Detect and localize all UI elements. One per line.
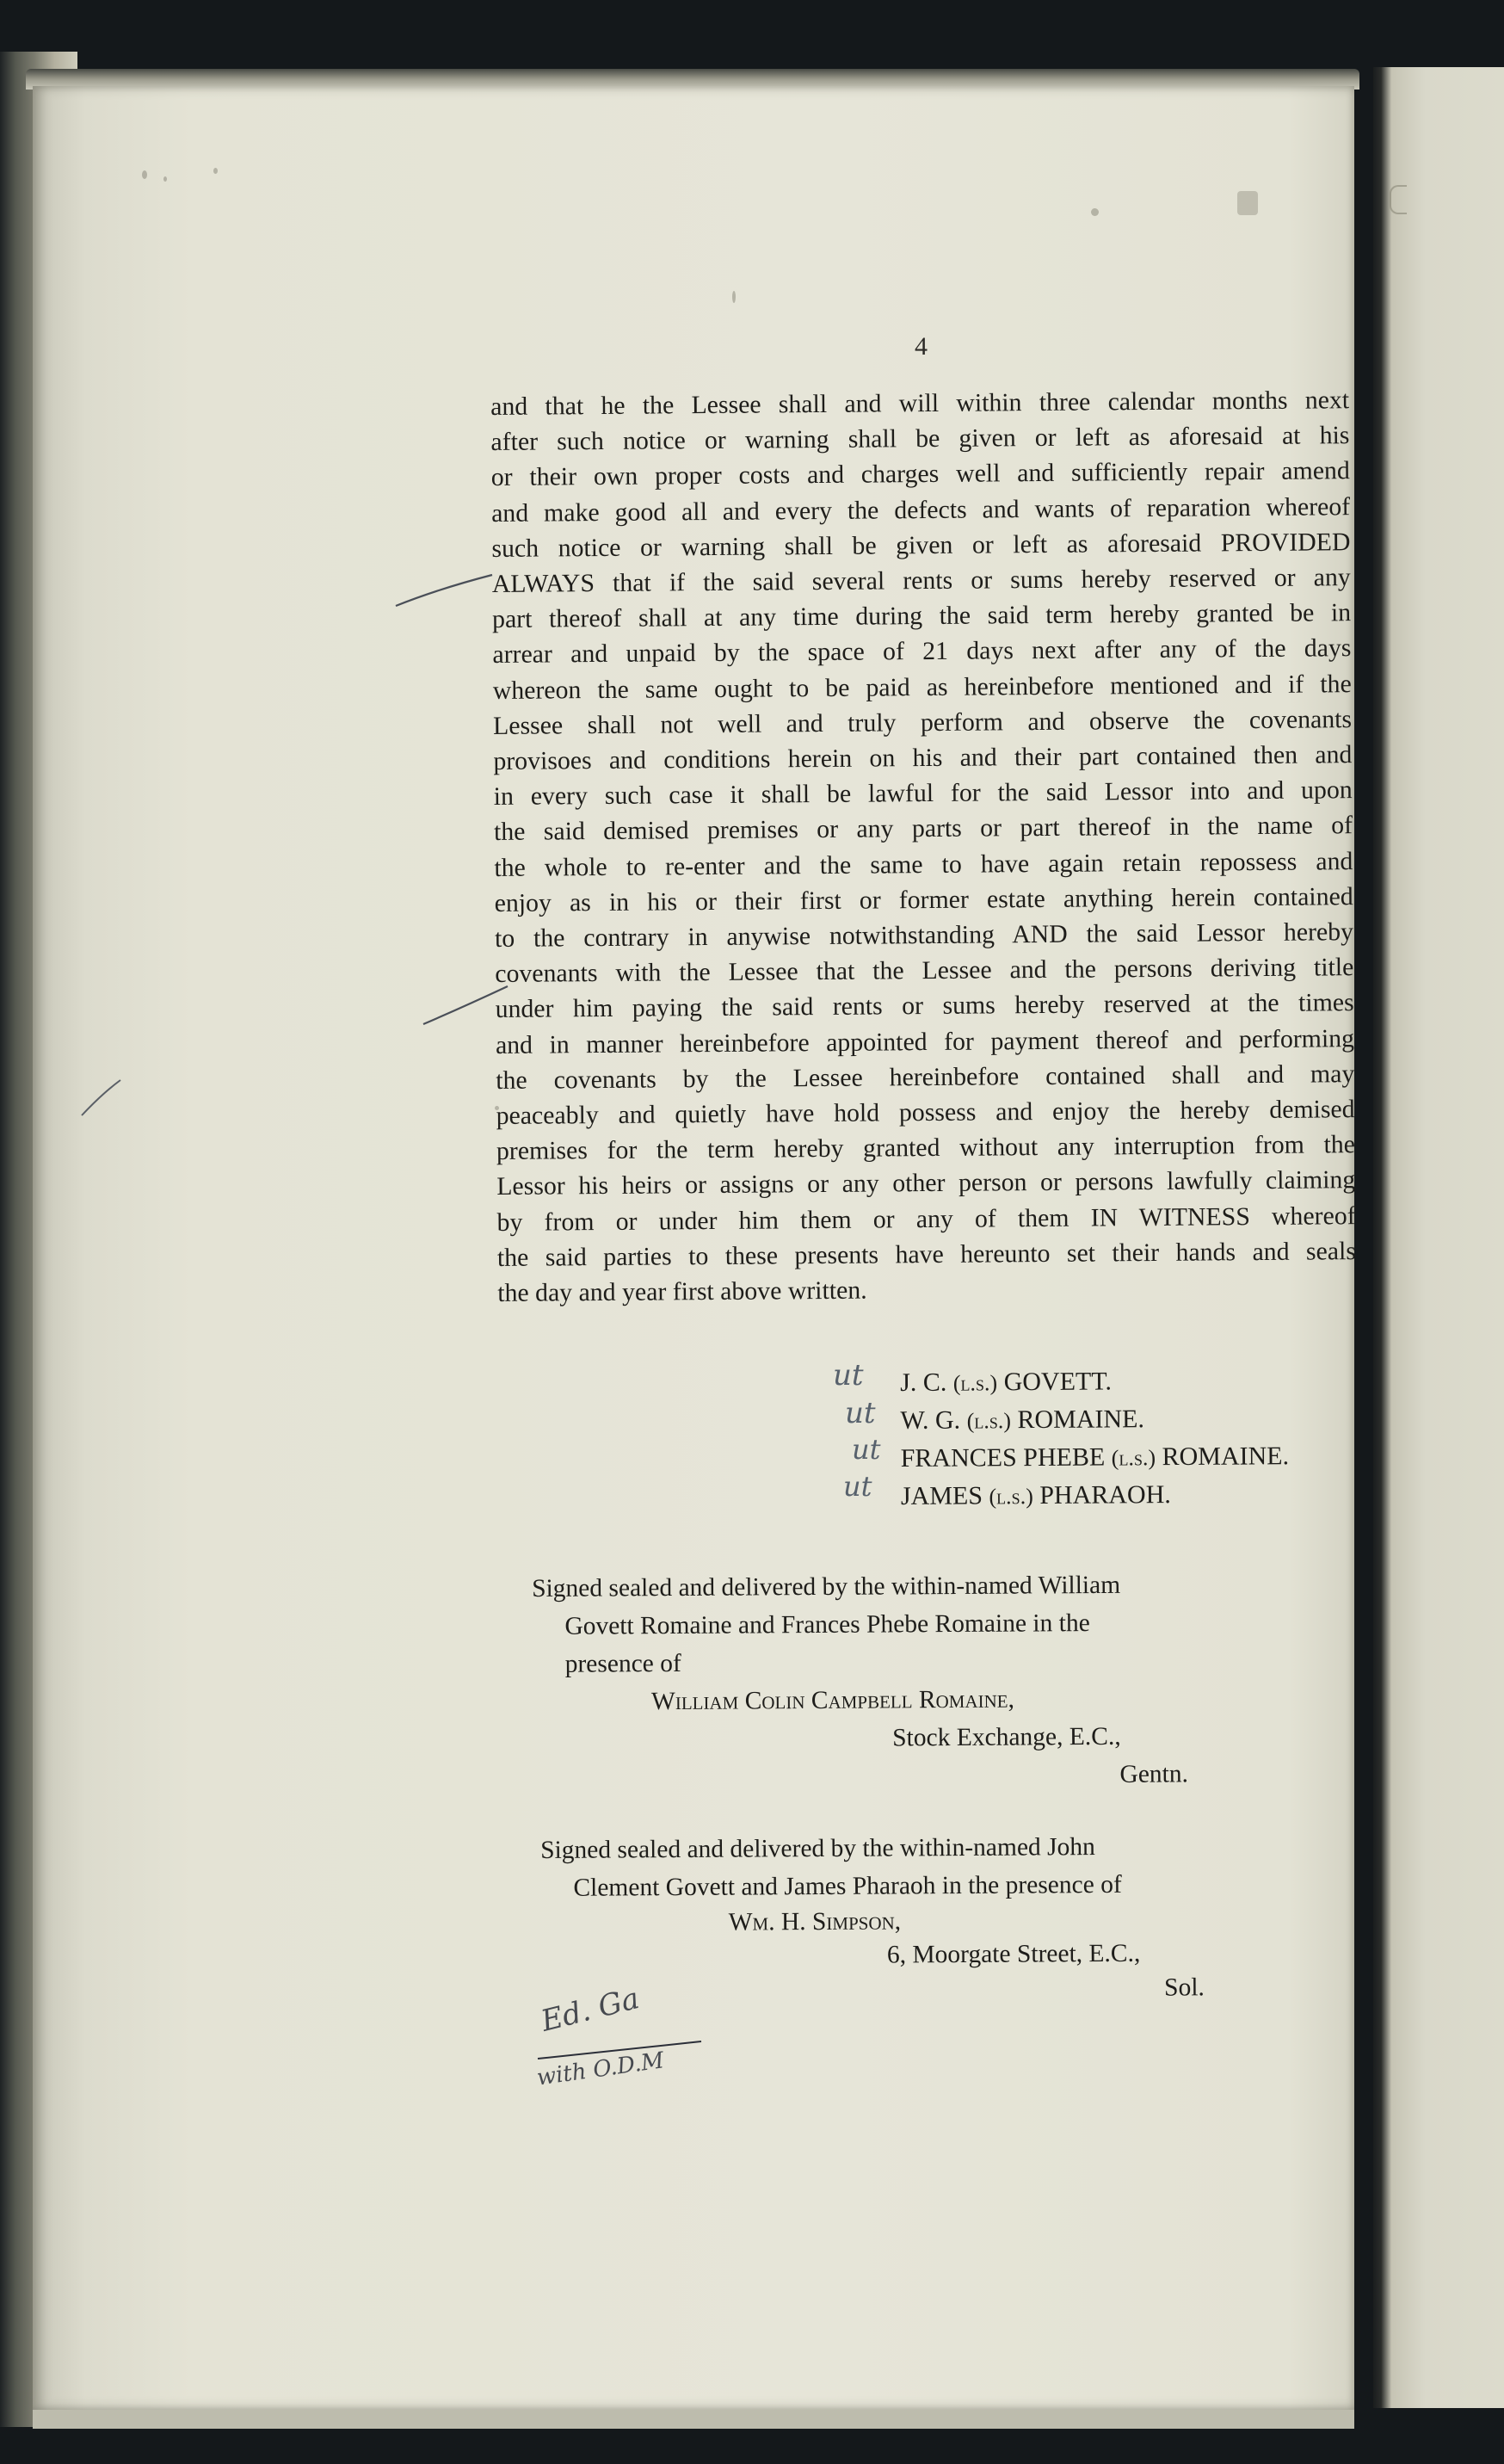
margin-pencil-stroke [423, 986, 508, 1024]
attestation-text: presence of [564, 1649, 681, 1678]
witness-address: 6, Moorgate Street, E.C., [886, 1939, 1141, 1969]
witness-address: Stock Exchange, E.C., [892, 1722, 1121, 1752]
text-line: or their own proper costs and charges well and sufficiently repair amend [490, 456, 1350, 492]
page-number: 4 [915, 332, 928, 361]
text-line: Lessee shall not well and truly perform and observe the covenants [492, 704, 1353, 740]
margin-pencil-stroke [396, 575, 492, 606]
party-surname: PHARAOH. [1039, 1480, 1171, 1510]
witness-occupation: Gentn. [1119, 1760, 1189, 1788]
text-line: covenants with the Lessee that the Lessee and the persons deriving title [495, 953, 1354, 989]
text-line: part thereof shall at any time during the said term hereby granted be in [491, 598, 1352, 634]
text-line: the said demised premises or any parts or part thereof in the name of [493, 811, 1353, 847]
text-line: arrear and unpaid by the space of 21 days next after any of the days [492, 633, 1352, 670]
party-surname: ROMAINE. [1017, 1405, 1145, 1435]
attestation-text: Clement Govett and James Pharaoh in the presence of [573, 1870, 1122, 1902]
text-line: by from or under him them or any of them IN WITNESS whereof [496, 1201, 1356, 1237]
witness-occupation: Sol. [1164, 1973, 1205, 2002]
attestation-text: Govett Romaine and Frances Phebe Romaine in the [564, 1609, 1090, 1640]
text-line: whereon the same ought to be paid as hereinbefore mentioned and if the [492, 669, 1352, 705]
handwritten-tick: ut [843, 1470, 872, 1503]
handwritten-annotation: with O.D.M [535, 2047, 666, 2091]
text-line: the day and year first above written. [497, 1275, 867, 1308]
text-line: in every such case it shall be lawful for the said Lessor into and upon [493, 775, 1353, 812]
text-line: such notice or warning shall be given or left as aforesaid PROVIDED [491, 527, 1351, 563]
handwritten-tick: ut [852, 1433, 881, 1466]
margin-pencil-stroke [82, 1080, 120, 1115]
text-line: provisoes and conditions herein on his and their part contained then and [493, 740, 1353, 776]
text-line: to the contrary in anywise notwithstanding AND the said Lessor hereby [494, 917, 1354, 954]
handwritten-tick: ut [845, 1396, 876, 1430]
party-initials: W. G. [900, 1405, 961, 1435]
text-line: peaceably and quietly have hold possess and enjoy the hereby demised [496, 1095, 1355, 1131]
party-initials: J. C. [900, 1368, 947, 1397]
text-line: and in manner hereinbefore appointed for payment thereof and performing [495, 1023, 1355, 1059]
text-line: after such notice or warning shall be given or left as aforesaid at his [490, 421, 1350, 457]
text-line: premises for the term hereby granted without any interruption from the [496, 1130, 1356, 1166]
text-line: ALWAYS that if the said several rents or sums hereby reserved or any [491, 563, 1351, 599]
handwritten-annotation: Ed. Ga [538, 1981, 643, 2039]
party-surname: GOVETT. [1003, 1367, 1112, 1397]
text-line: Lessor his heirs or assigns or any other person or persons lawfully claiming [496, 1165, 1356, 1201]
text-line: under him paying the said rents or sums hereby reserved at the times [495, 988, 1354, 1024]
annotation-underline [538, 2041, 701, 2059]
party-initials: JAMES [900, 1481, 983, 1510]
text-line: enjoy as in his or their first or former estate anything herein contained [494, 881, 1353, 917]
seal-mark: (l.s.) [989, 1484, 1033, 1510]
text-line: the said parties to these presents have hereunto set their hands and seals [496, 1237, 1357, 1272]
attestation-text: Signed sealed and delivered by the within-named William [532, 1571, 1121, 1603]
text-line: and make good all and every the defects and wants of reparation whereof [491, 491, 1351, 528]
attestation-text: Signed sealed and delivered by the within-named John [540, 1833, 1095, 1864]
text-line: and that he the Lessee shall and will within three calendar months next [490, 386, 1350, 421]
party-surname: ROMAINE. [1162, 1442, 1290, 1472]
witness-name: Wm. H. Simpson, [728, 1907, 902, 1936]
seal-mark: (l.s.) [952, 1370, 998, 1396]
text-line: the whole to re-enter and the same to have again retain repossess and [494, 846, 1353, 882]
handwritten-tick: ut [833, 1358, 864, 1393]
witness-name: William Colin Campbell Romaine, [650, 1685, 1015, 1716]
seal-mark: (l.s.) [1111, 1445, 1156, 1471]
text-line: the covenants by the Lessee hereinbefore contained shall and may [496, 1059, 1355, 1095]
party-initials: FRANCES PHEBE [900, 1442, 1106, 1473]
seal-mark: (l.s.) [966, 1408, 1012, 1434]
